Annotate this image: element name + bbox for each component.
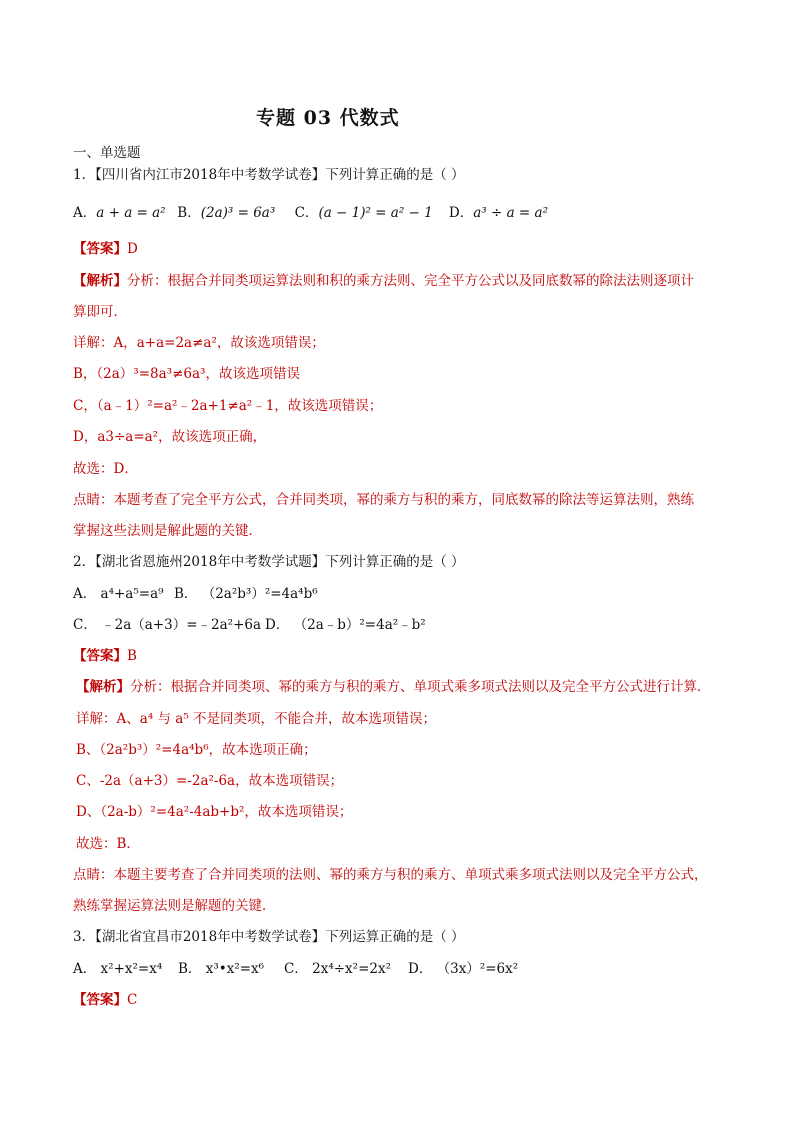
option-c: C． ﹣2a（a+3）=﹣2a²+6a (73, 617, 262, 633)
question-text: 下列计算正确的是（ ） (325, 554, 465, 570)
question-text: 下列运算正确的是（ ） (325, 929, 465, 945)
question-number: 2． (73, 554, 96, 570)
analysis-text: 分析：根据合并同类项运算法则和积的乘方法则、完全平方公式以及同底数幂的除法法则逐项计 (127, 273, 694, 289)
option-b-expr: (2a)³ = 6a³ (200, 205, 276, 221)
answer-value: D (127, 241, 138, 257)
question-1-detail-d: D，a3÷a=a²，故该选项正确， (73, 429, 267, 445)
question-1-analysis-cont: 算即可． (73, 304, 127, 320)
question-2-stem (73, 550, 465, 570)
question-3-stem (73, 925, 465, 945)
question-2-detail-d: D、（2a-b）²=4a²-4ab+b²，故本选项错误； (76, 804, 353, 820)
answer-value: C (127, 992, 138, 1008)
question-1-detail-c: C，（a﹣1）²=a²﹣2a+1≠a²﹣1，故该选项错误； (73, 398, 383, 414)
answer-tag: 【答案】 (73, 241, 127, 257)
option-d-expr: a³ ÷ a = a² (473, 205, 548, 221)
question-2-options-row1 (73, 582, 318, 602)
question-source: 【湖北省宜昌市2018年中考数学试卷】 (95, 929, 326, 945)
question-1-stem (73, 163, 465, 183)
question-2-analysis (76, 675, 711, 695)
answer-tag: 【答案】 (73, 648, 127, 664)
question-source: 【四川省内江市2018年中考数学试卷】 (95, 167, 326, 183)
option-d: D． （2a﹣b）²=4a²﹣b² (265, 617, 426, 633)
section-heading: 一、单选题 (73, 145, 141, 161)
option-a: A． a⁴+a⁵=a⁹ (73, 586, 164, 602)
question-2-options-row2 (73, 613, 426, 633)
answer-tag: 【答案】 (73, 992, 127, 1008)
question-2-choose: 故选：B． (76, 836, 140, 852)
option-b: B． x³•x²=x⁶ (178, 961, 265, 977)
question-source: 【湖北省恩施州2018年中考数学试题】 (95, 554, 326, 570)
analysis-tag: 【解析】 (76, 679, 130, 695)
question-2-detail-a: 详解：A、a⁴ 与 a⁵ 不是同类项，不能合并，故本选项错误； (76, 711, 437, 727)
question-text: 下列计算正确的是（ ） (325, 167, 465, 183)
question-3-options (73, 957, 518, 977)
question-3-answer (73, 988, 137, 1008)
option-label: A． (73, 205, 97, 221)
option-label: B． (177, 205, 201, 221)
page-title: 专题 03 代数式 (256, 107, 400, 129)
option-label: D． (448, 205, 474, 221)
option-a: A． x²+x²=x⁴ (73, 961, 163, 977)
option-d: D． （3x）²=6x² (408, 961, 519, 977)
option-label: C． (294, 205, 319, 221)
question-2-answer (73, 644, 137, 664)
question-2-comment: 点睛：本题主要考查了合并同类项的法则、幂的乘方与积的乘方、单项式乘多项式法则以及完全平方公式， (73, 867, 708, 883)
question-1-choose: 故选：D． (73, 461, 138, 477)
question-1-comment: 点睛：本题考查了完全平方公式，合并同类项，幂的乘方与积的乘方，同底数幂的除法等运算法则，熟练 (73, 492, 694, 508)
option-c: C． 2x⁴÷x²=2x² (284, 961, 391, 977)
analysis-text: 分析：根据合并同类项、幂的乘方与积的乘方、单项式乘多项式法则以及完全平方公式进行计算． (130, 679, 711, 695)
question-number: 3． (73, 929, 96, 945)
question-1-detail-b: B，（2a）³=8a³≠6a³，故该选项错误 (73, 366, 300, 382)
question-1-detail-a: 详解：A，a+a=2a≠a²，故该选项错误； (73, 335, 325, 351)
question-number: 1． (73, 167, 96, 183)
question-1-analysis (73, 269, 694, 289)
question-1-comment-cont: 掌握这些法则是解此题的关键． (73, 523, 262, 539)
question-2-comment-cont: 熟练掌握运算法则是解题的关键． (73, 898, 276, 914)
answer-value: B (127, 648, 137, 664)
option-b: B． （2a²b³）²=4a⁴b⁶ (174, 586, 318, 602)
question-1-options (73, 201, 548, 221)
option-a-expr: a + a = a² (96, 205, 166, 221)
question-2-detail-c: C、-2a（a+3）=-2a²-6a，故本选项错误； (76, 773, 344, 789)
analysis-tag: 【解析】 (73, 273, 127, 289)
question-1-answer (73, 237, 138, 257)
option-c-expr: (a − 1)² = a² − 1 (318, 205, 433, 221)
question-2-detail-b: B、（2a²b³）²=4a⁴b⁶，故本选项正确； (76, 742, 317, 758)
